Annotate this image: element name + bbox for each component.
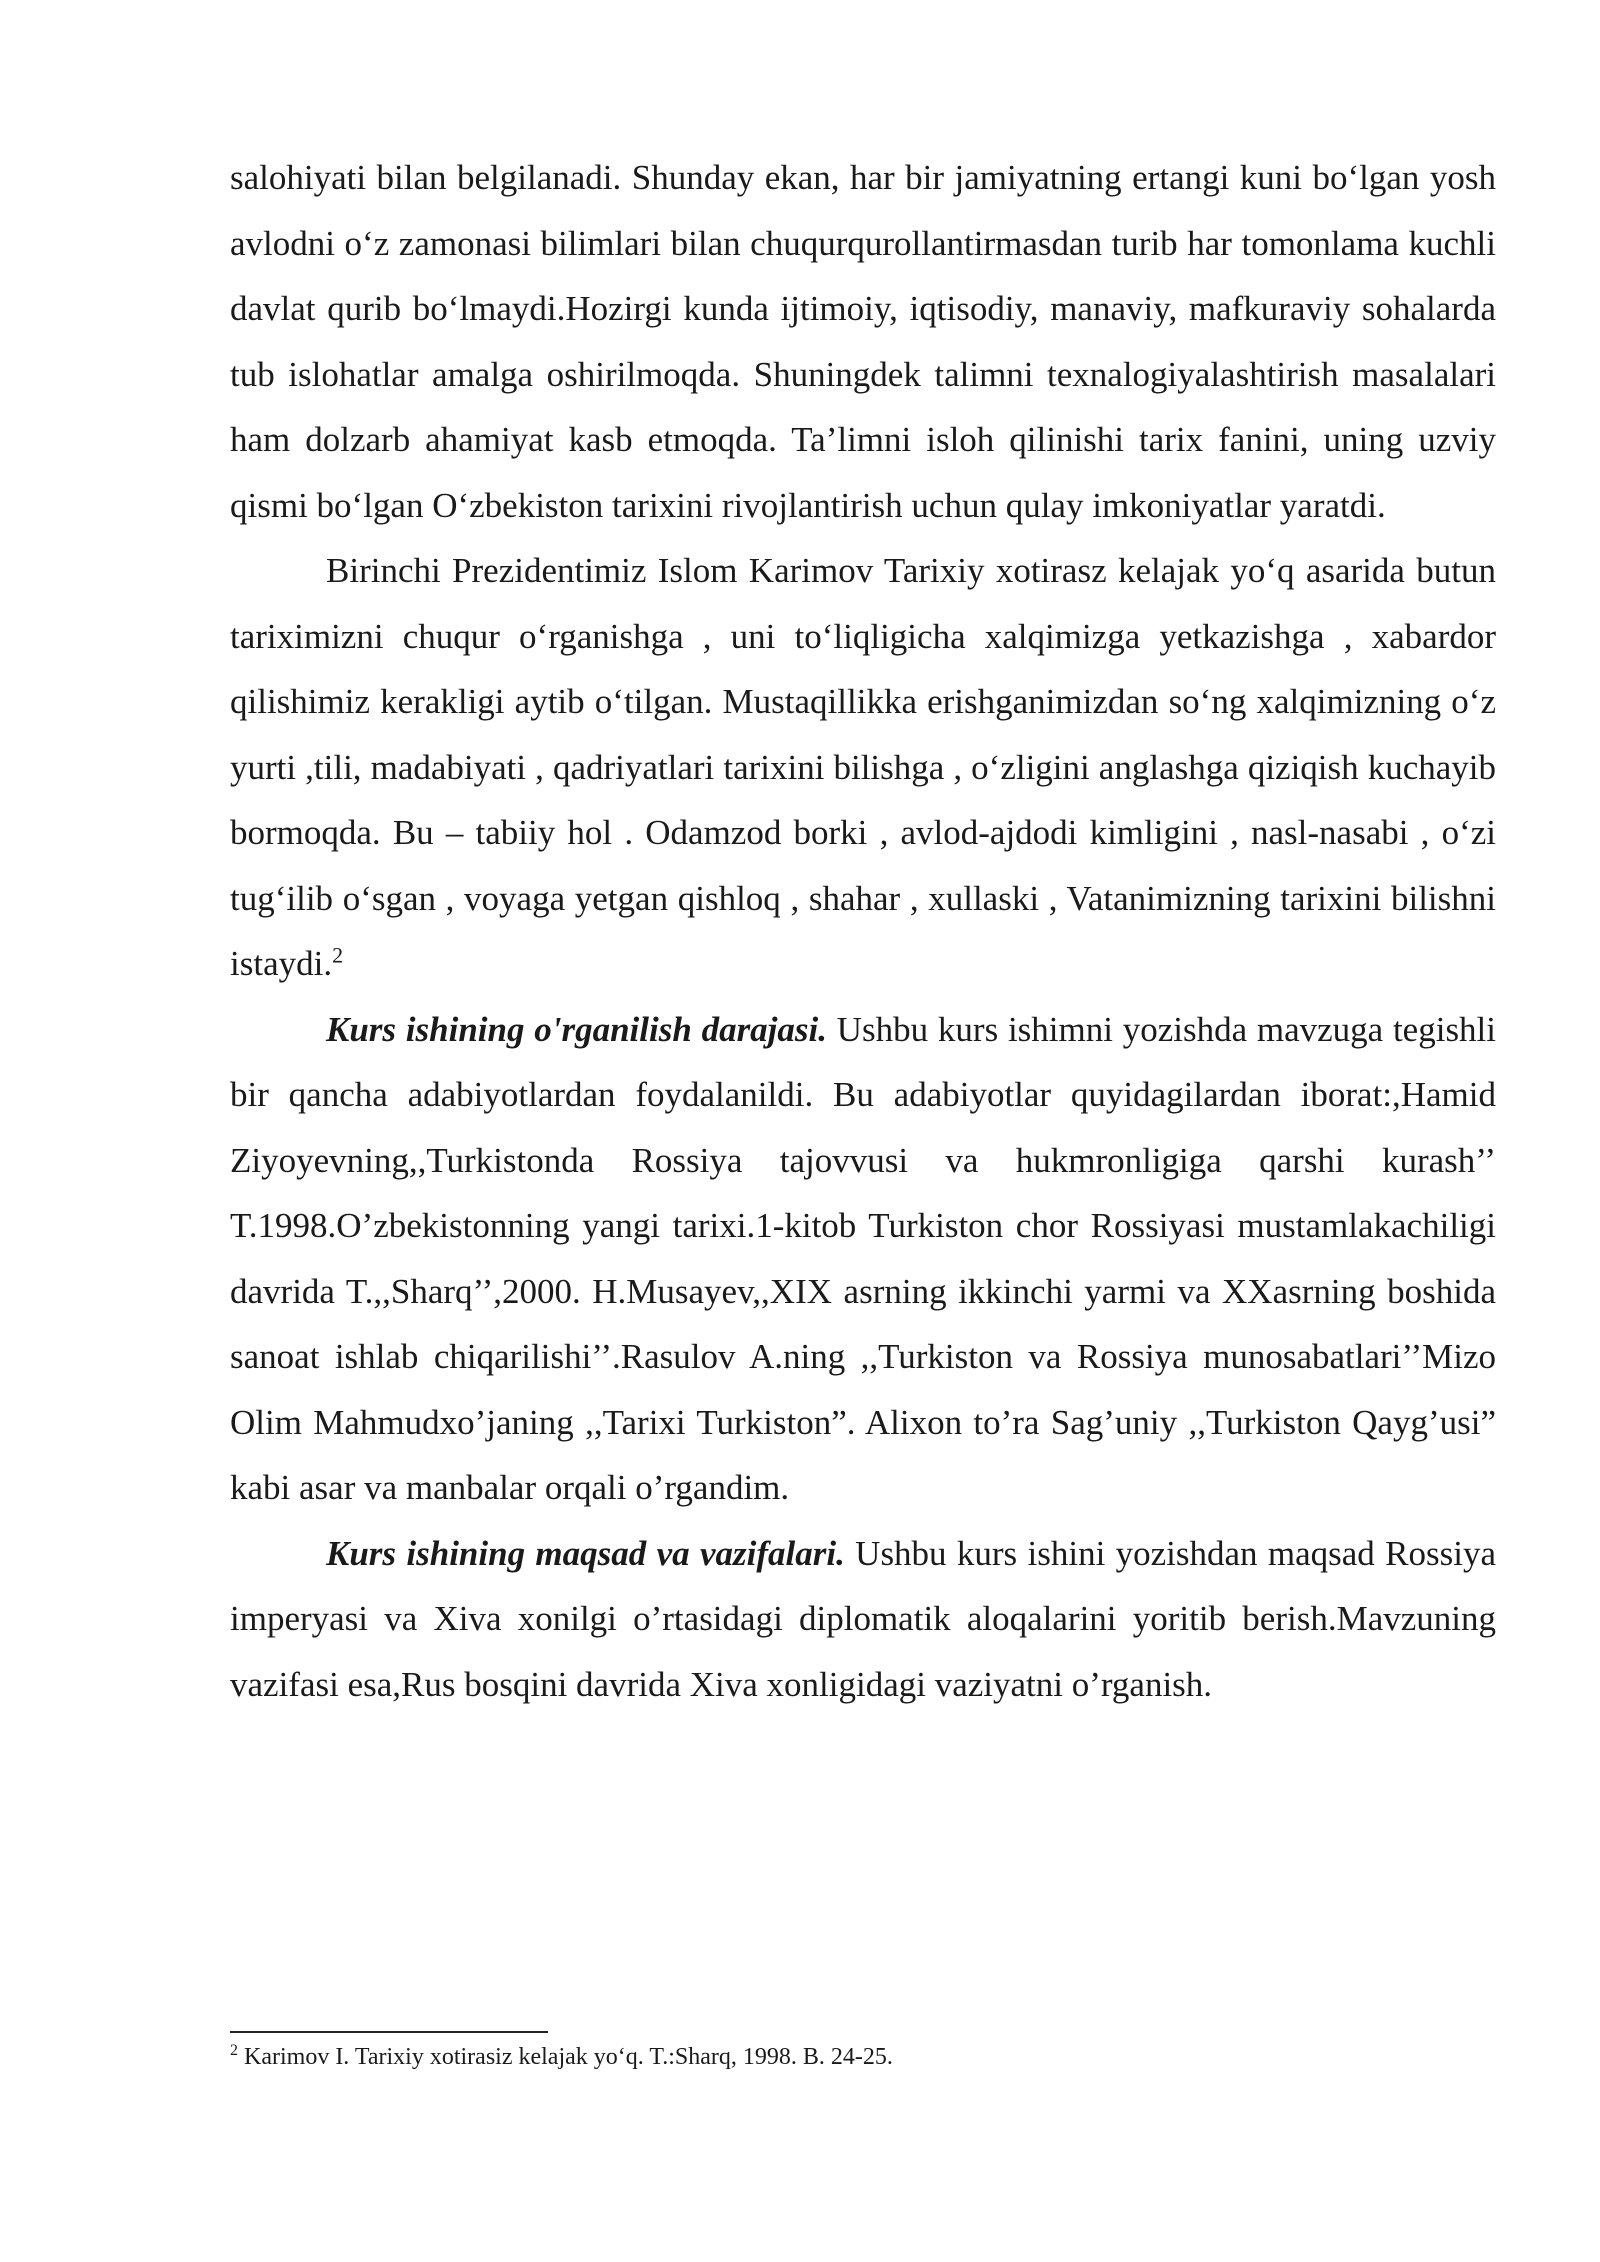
paragraph-2	[230, 538, 1496, 997]
section-lead-research-level: Kurs ishining o'rganilish darajasi.	[326, 1009, 828, 1049]
document-body	[230, 145, 1496, 1717]
section-lead-goals: Kurs ishining maqsad va vazifalari.	[326, 1533, 845, 1573]
paragraph-goals	[230, 1521, 1496, 1718]
footnote-separator	[230, 2031, 548, 2033]
paragraph-2-text: Birinchi Prezidentimiz Islom Karimov Tarixiy xotirasz kelajak yo‘q asarida butun tariximizni chuqur o‘rganishga , uni to‘liqligicha xalqimizga yetkazishga , xabardor qilishimiz kerakligi aytib o‘tilgan. Mustaqillikka erishganimizdan so‘ng xalqimizning o‘z yurti ,tili, madabiyati , qadriyatlari tarixini bilishga , o‘zligini anglashga qiziqish kuchayib bormoqda. Bu – tabiiy hol . Odamzod borki , avlod-ajdodi kimligini , nasl-nasabi , o‘zi tug‘ilib o‘sgan , voyaga yetgan qishloq , shahar , xullaski , Vatanimizning tarixini bilishni istaydi.	[230, 551, 1496, 983]
footnote-reference[interactable]: 2	[332, 942, 344, 968]
paragraph-research-level	[230, 997, 1496, 1521]
footnote-number: 2	[230, 2042, 238, 2059]
paragraph-4-text: Ushbu kurs ishini yozishdan maqsad Rossiya imperyasi va Xiva xonilgi o’rtasidagi diplomatik aloqalarini yoritib berish.Mavzuning vazifasi esa,Rus bosqini davrida Xiva xonligidagi vaziyatni o’rganish.	[230, 1533, 1496, 1704]
footnote-text: Karimov I. Tarixiy xotirasiz kelajak yo‘q. T.:Sharq, 1998. B. 24-25.	[238, 2044, 893, 2070]
footnote	[230, 2040, 1496, 2074]
paragraph-3-text: Ushbu kurs ishimni yozishda mavzuga tegishli bir qancha adabiyotlardan foydalanildi. Bu adabiyotlar quyidagilardan iborat:,Hamid Ziyoyevning,,Turkistonda Rossiya tajovvusi va hukmronligiga qarshi kurash’’ T.1998.O’zbekistonning yangi tarixi.1-kitob Turkiston chor Rossiyasi mustamlakachiligi davrida T.,,Sharq’’,2000. H.Musayev,,XIX asrning ikkinchi yarmi va XXasrning boshida sanoat ishlab chiqarilishi’’.Rasulov A.ning ,,Turkiston va Rossiya munosabatlari’’Mizo Olim Mahmudxo’janing ,,Tarixi Turkiston”. Alixon to’ra Sag’uniy ,,Turkiston Qayg’usi” kabi asar va manbalar orqali o’rgandim.	[230, 1009, 1497, 1507]
paragraph-1	[230, 145, 1496, 538]
paragraph-1-text: salohiyati bilan belgilanadi. Shunday ekan, har bir jamiyatning ertangi kuni bo‘lgan yosh avlodni o‘z zamonasi bilimlari bilan chuqurqurollantirmasdan turib har tomonlama kuchli davlat qurib bo‘lmaydi.Hozirgi kunda ijtimoiy, iqtisodiy, manaviy, mafkuraviy sohalarda tub islohatlar amalga oshirilmoqda. Shuningdek talimni texnalogiyalashtirish masalalari ham dolzarb ahamiyat kasb etmoqda. Ta’limni isloh qilinishi tarix fanini, uning uzviy qismi bo‘lgan O‘zbekiston tarixini rivojlantirish uchun qulay imkoniyatlar yaratdi.	[230, 158, 1496, 525]
